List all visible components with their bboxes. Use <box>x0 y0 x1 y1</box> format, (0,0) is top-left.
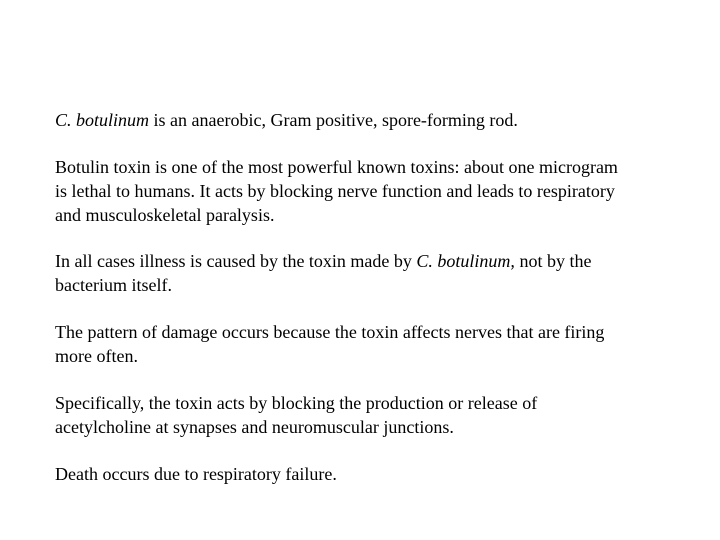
paragraph-line: The pattern of damage occurs because the toxin affects nerves that are firing <box>55 322 605 342</box>
paragraph-line: Death occurs due to respiratory failure. <box>55 464 337 484</box>
paragraph-line: Specifically, the toxin acts by blocking the production or release of <box>55 393 538 413</box>
paragraph-death-cause <box>55 462 695 486</box>
organism-name: C. botulinum, <box>416 251 515 271</box>
organism-name: C. botulinum <box>55 110 150 130</box>
paragraph-definition <box>55 108 695 132</box>
paragraph-line: is lethal to humans. It acts by blocking nerve function and leads to respiratory <box>55 181 615 201</box>
paragraph-text: is an anaerobic, Gram positive, spore-forming rod. <box>149 110 518 130</box>
paragraph-line: Botulin toxin is one of the most powerful known toxins: about one microgram <box>55 157 618 177</box>
paragraph-mechanism <box>55 391 695 439</box>
text-body <box>55 108 695 486</box>
paragraph-line: more often. <box>55 346 138 366</box>
paragraph-line: bacterium itself. <box>55 275 172 295</box>
paragraph-toxin-potency <box>55 155 695 227</box>
paragraph-text: not by the <box>514 251 592 271</box>
paragraph-text: In all cases illness is caused by the toxin made by <box>55 251 417 271</box>
paragraph-line: acetylcholine at synapses and neuromuscular junctions. <box>55 417 454 437</box>
paragraph-damage-pattern <box>55 320 695 368</box>
paragraph-illness-cause <box>55 249 695 297</box>
paragraph-line: and musculoskeletal paralysis. <box>55 205 275 225</box>
